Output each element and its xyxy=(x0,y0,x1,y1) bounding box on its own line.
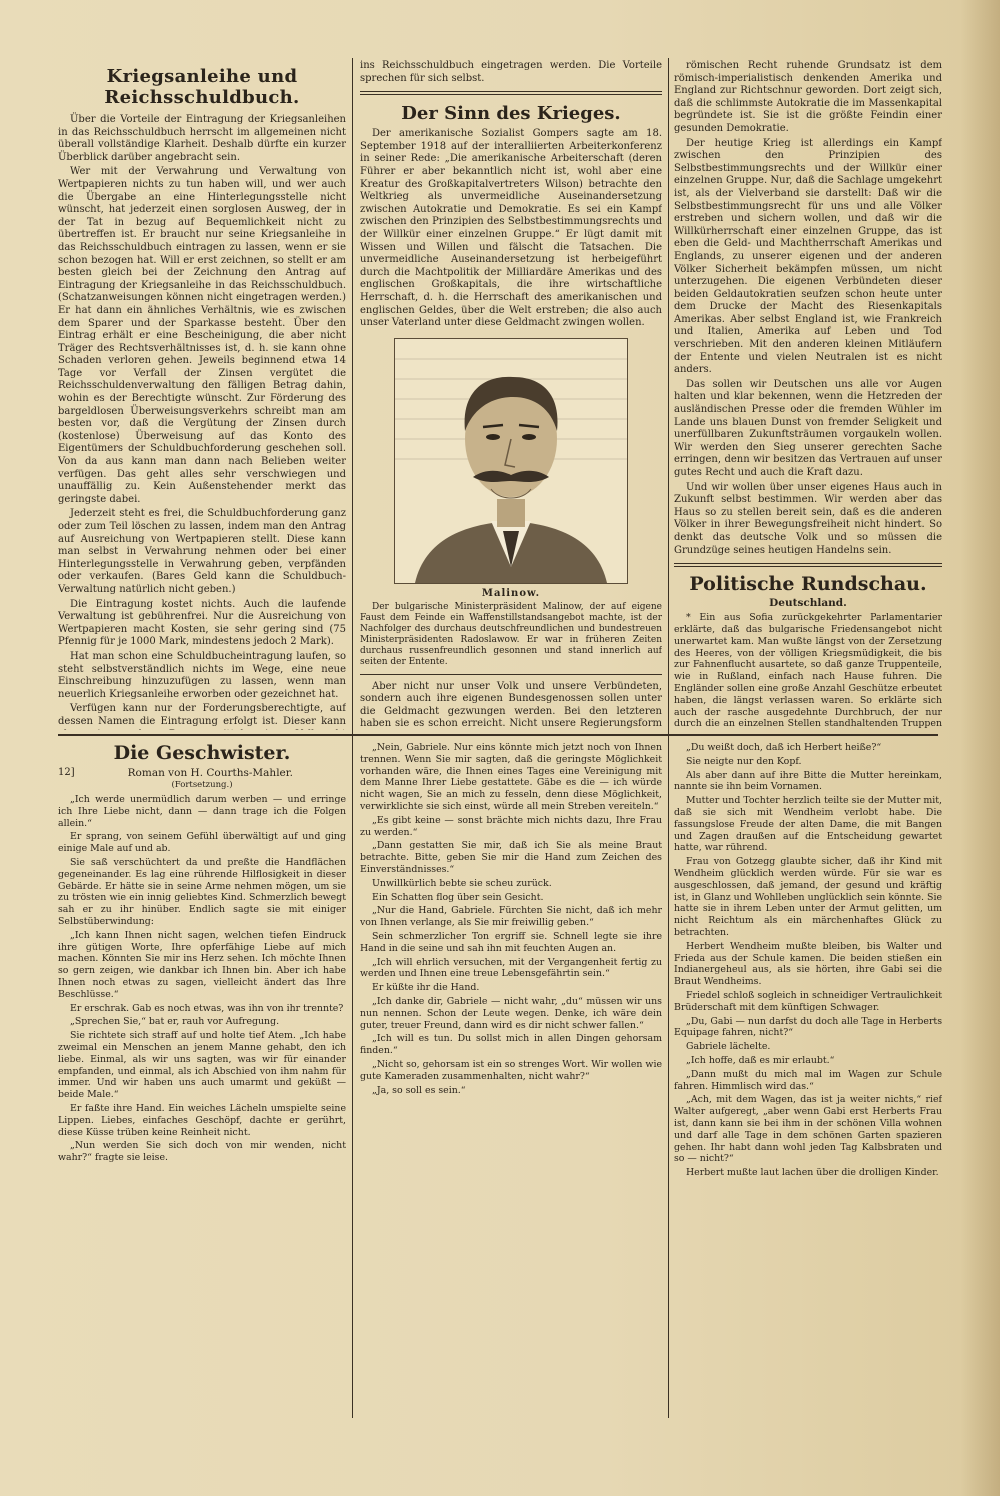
paragraph: „Ich kann Ihnen nicht sagen, welchen tiefen Eindruck ihre gütigen Worte, Ihre opferfähige Liebe auf mich machen. Könnten Sie mir ins Herz sehen. Ich möchte Ihnen so gern zeigen, wie dankbar ich Ihnen bin. Aber ich habe Ihnen noch etwas zu sagen, vielleicht ändert das Ihre Beschlüsse.“ xyxy=(58,929,346,1000)
paragraph: Er sprang, von seinem Gefühl überwältigt auf und ging einige Male auf und ab. xyxy=(58,831,346,855)
section-title-politische-rundschau: Politische Rundschau. xyxy=(689,573,927,596)
paragraph: Unwillkürlich bebte sie scheu zurück. xyxy=(372,877,552,889)
paragraph: Das sollen wir Deutschen uns alle vor Augen halten und klar bekennen, wenn die Hetzreden der ausländischen Presse oder die fremden Wühler im Lande uns blauen Dunst von fremder Seligkeit und unerfüllbaren Zukunftsträumen vorgaukeln wollen. Wir werden den Sieg unserer gerechten Sache erringen, denn wir besitzen das Vertrauen auf unser gutes Recht und auch die Kraft dazu. xyxy=(674,378,942,478)
paragraph: „Sprechen Sie,“ bat er, rauh vor Aufregung. xyxy=(70,1016,280,1028)
feuilleton-text-3 xyxy=(674,742,942,1179)
paragraph: „Ich hoffe, daß es mir erlaubt.“ xyxy=(686,1054,835,1066)
paragraph: Friedel schloß sogleich in schneidiger Vertraulichkeit Brüderschaft mit dem künftigen Schwager. xyxy=(674,989,942,1013)
author-line: Roman von H. Courths-Mahler. xyxy=(127,767,293,779)
paragraph: Er erschrak. Gab es noch etwas, was ihn von ihr trennte? xyxy=(70,1002,344,1014)
paragraph: „Dann gestatten Sie mir, daß ich Sie als meine Braut betrachte. Bitte, geben Sie mir die Hand zum Zeichen des Einverständnisses.“ xyxy=(360,840,662,875)
paragraph: „Nur die Hand, Gabriele. Fürchten Sie nicht, daß ich mehr von Ihnen verlange, als Sie mir freiwillig geben.“ xyxy=(360,905,662,929)
paragraph: Der heutige Krieg ist allerdings ein Kampf zwischen den Prinzipien des Selbstbestimmungsrechts und der Willkür einer einzelnen Gruppe. Nur, daß die Sachlage umgekehrt ist, als der Vielverband sie darstellt: Daß wir die Selbstbestimmungsrecht für uns und alle Völker erstreben und sichern wollen, und daß wir die Willkürherrschaft einer einzelnen Gruppe, das ist eben die Geld- und Machtherrschaft Amerikas und Englands, zu unserer eigenen und der anderen Völker Sicherheit bekämpfen müssen, um nicht unterzugehen. Die eigenen Verbündeten dieser beiden Geldautokratien seufzen schon heute unter dem Drucke der Macht des Riesenkapitals Amerikas. Aber selbst England ist, wie Frankreich und Italien, Amerika auf Leben und Tod verschrieben. Mit den anderen kleinen Mitläufern der Entente und vielen Neutralen ist es nicht anders. xyxy=(674,137,942,376)
feuilleton-text-2 xyxy=(360,742,662,1096)
feuilleton-col-3 xyxy=(674,742,942,1422)
portrait-name: Malinow. xyxy=(481,587,541,599)
paragraph: Er faßte ihre Hand. Ein weiches Lächeln umspielte seine Lippen. Liebes, einfaches Geschöpf, dachte er gerührt, diese Küsse trüben keine Reinheit nicht. xyxy=(58,1102,346,1138)
paragraph: Gabriele lächelte. xyxy=(686,1041,771,1053)
article-body-kriegsanleihe xyxy=(58,114,346,730)
paragraph: Er küßte ihr die Hand. xyxy=(372,982,480,994)
paragraph: „Ich danke dir, Gabriele — nicht wahr, „du“ müssen wir uns nun nennen. Schon der Leute wegen. Denke, ich wäre dein guter, treuer Freund, dann wird es dir nicht schwer fallen.“ xyxy=(360,995,662,1031)
paragraph: Die Eintragung kostet nichts. Auch die laufende Verwaltung ist gebührenfrei. Nur die Ausreichung von Wertpapieren macht Kosten, sie sehr gering sind (75 Pfennig für je 1000 Mark, mindestens jedoch 2 Mark). xyxy=(58,598,346,648)
paragraph: Als aber dann auf ihre Bitte die Mutter hereinkam, nannte sie ihn beim Vornamen. xyxy=(674,769,942,793)
article-body-sinn-part1 xyxy=(360,128,662,330)
article-body-sinn-part3 xyxy=(674,60,942,557)
paragraph: „Ja, so soll es sein.“ xyxy=(372,1084,466,1096)
paragraph: „Ich will ehrlich versuchen, mit der Vergangenheit fertig zu werden und Ihnen eine treue Lebensgefährtin sein.“ xyxy=(360,956,662,980)
paragraph: * Ein aus Sofia zurückgekehrter Parlamentarier erklärte, daß das bulgarische Friedensangebot nicht unerwartet kam. Man wußte längst von der Zersetzung des Heeres, von der völligen Kriegsmüdigkeit, die bis zur Fahnenflucht ausartete, so daß ganze Truppenteile, wie in Rußland, einfach nach Hause fuhren. Die Engländer sollen eine große Anzahl Geschütze erbeutet haben, die längst verlassen waren. So erklärte sich auch der rasche ausgedehnte Durchbruch, der nur durch die an einzelnen Stellen standhaltenden Truppen xyxy=(674,612,942,730)
paragraph: Sie saß verschüchtert da und preßte die Handflächen gegeneinander. Es lag eine rührende Hilflosigkeit in dieser Gebärde. Er hätte sie in seine Arme nehmen mögen, um sie zu trösten wie ein innig geliebtes Kind. Schmerzlich bewegt sah er zu ihr hinüber. Endlich sagte sie mit einiger Selbstüberwindung: xyxy=(58,856,346,927)
paragraph: Herbert mußte laut lachen über die drolligen Kinder. xyxy=(686,1167,939,1179)
column-rule-1 xyxy=(352,58,353,1418)
paragraph: Hat man schon eine Schuldbucheintragung laufen, so steht selbstverständlich nichts im Wege, eine neue Einschreibung hinzuzufügen zu lassen, wenn man neuerlich Kriegsanleihe erworben oder gezeichnet hat. xyxy=(58,650,346,700)
column-rule-2 xyxy=(668,58,669,1418)
middle-column xyxy=(360,60,662,730)
paragraph: Sie neigte nur den Kopf. xyxy=(686,755,802,767)
rundschau-body xyxy=(674,612,942,730)
paragraph: „Es gibt keine — sonst brächte mich nichts dazu, Ihre Frau zu werden.“ xyxy=(360,814,662,838)
paragraph: „Du, Gabi — nun darfst du doch alle Tage in Herberts Equipage fahren, nicht?“ xyxy=(674,1015,942,1039)
left-column xyxy=(58,60,346,730)
section-divider-rundschau xyxy=(674,563,942,567)
caption-divider xyxy=(360,674,662,675)
continuation-note: (Fortsetzung.) xyxy=(171,780,233,790)
paragraph: Frau von Gotzegg glaubte sicher, daß ihr Kind mit Wendheim glücklich werden würde. Für sie war es ausgeschlossen, daß jemand, der gesund und kräftig ist, in Glanz und Wohlleben unglücklich sein könnte. Sie hatte sie in ihrem Leben unter der Armut gelitten, um nicht Reichtum als ein märchenhaftes Glück zu betrachten. xyxy=(674,856,942,938)
paragraph: Mutter und Tochter herzlich teilte sie der Mutter mit, daß sie sich mit Wendheim verlobt habe. Die fassungslose Freude der alten Dame, die mit Bangen und Zagen draußen auf die Entscheidung gewartet hatte, war rührend. xyxy=(674,795,942,854)
subsection-deutschland: Deutschland. xyxy=(769,597,847,610)
article-title-sinn-des-krieges: Der Sinn des Krieges. xyxy=(401,103,621,125)
paragraph: Der amerikanische Sozialist Gompers sagte am 18. September 1918 auf der interalliierten Arbeiterkonferenz in seiner Rede: „Die amerikanische Arbeiterschaft (deren Führer er aber bekanntlich nicht ist, wohl aber eine Kreatur des Großkapitalvertreters Wilson) betrachte den Weltkrieg als unvermeidliche Auseinandersetzung zwischen Autokratie und Demokratie. Es sei ein Kampf zwischen den Prinzipien des Selbstbestimmungsrechts und der Willkür einer einzelnen Gruppe.“ Er lügt damit mit Wissen und Willen und fälscht die Tatsachen. Die unvermeidliche Auseinandersetzung ist herbeigeführt durch die Machtpolitik der Milliardäre Amerikas und des englischen Großkapitals, die ihre wirtschaftliche Herrschaft, d. h. die Herrschaft des amerikanischen und englischen Geldes, über die Welt erstreben; die also auch unser Vaterland unter diese Geldmacht zwingen wollen. xyxy=(360,128,662,329)
feuilleton-divider xyxy=(58,734,938,736)
paragraph: Wer mit der Verwahrung und Verwaltung von Wertpapieren nichts zu tun haben will, und wer auch die Übergabe an eine Hinterlegungsstelle nicht wünscht, hat jederzeit einen sorglosen Ausweg, der in der Tat in bezug auf Bequemlichkeit nicht zu übertreffen ist. Er braucht nur seine Kriegsanleihe in das Reichsschuldbuch eintragen zu lassen, wenn er sie schon bezogen hat. Will er erst zeichnen, so stellt er am besten gleich bei der Zeichnung den Antrag auf Eintragung der Kriegsanleihe in das Reichsschuldbuch. (Schatzanweisungen können nicht eingetragen werden.) Er hat dann ein ähnliches Verhältnis, wie es zwischen dem Sparer und der Sparkasse besteht. Über den Eintrag erhält er eine Bescheinigung, die aber nicht Träger des Rechtsverhältnisses ist, d. h. sie kann ohne Schaden verloren gehen. Jeweils beginnend etwa 14 Tage vor Verfall der Zinsen vergütet die Reichsschuldenverwaltung den fälligen Betrag dahin, wohin es der Berechtigte wünscht. Zur Förderung des bargeldlosen Überweisungsverkehrs schreibt man am besten vor, daß die Vergütung der Zinsen durch (kostenlose) Überweisung auf das Konto des Eigentümers der Schuldbuchforderung geschehen soll. Von da aus kann man dann nach Belieben weiter verfügen. Das geht alles sehr verschwiegen und unauffällig zu. Kein Außenstehender merkt das geringste dabei. xyxy=(58,166,346,505)
article-body-sinn-part2 xyxy=(360,681,662,730)
installment-number: 12] xyxy=(58,767,75,778)
portrait-malinow-image xyxy=(394,338,628,584)
continuation-text: ins Reichsschuldbuch eingetragen werden. Die Vorteile sprechen für sich selbst. xyxy=(360,60,662,84)
paragraph: Verfügen kann nur der Forderungsberechtigte, auf dessen Namen die Eintragung erfolgt ist. Dieser kann xyxy=(58,703,346,727)
paragraph: Sie richtete sich straff auf und holte tief Atem. „Ich habe zweimal ein Menschen an jenem Manne gehabt, den ich liebe. Einmal, als wir uns sagten, was wir für einander empfanden, und einmal, als ich Abschied von ihm nahm für immer. Und wir haben uns auch umarmt und geküßt — beide Male.“ xyxy=(58,1030,346,1101)
paragraph: Ein Schatten flog über sein Gesicht. xyxy=(372,891,544,903)
paragraph: „Ach, mit dem Wagen, das ist ja weiter nichts,“ rief Walter aufgeregt, „aber wenn Gabi erst Herberts Frau ist, dann kann sie bei ihm in der schönen Villa wohnen und darf alle Tage in dem schönen Garten spazieren gehen. Ihr habt dann wohl jeden Tag Kalbsbraten und so — nicht?“ xyxy=(674,1094,942,1165)
paragraph: römischen Recht ruhende Grundsatz ist dem römisch-imperialistisch denkenden Amerika und England zur Richtschnur geworden. Dort zeigt sich, daß die schlimmste Autokratie die im Massenkapital begründete ist. Sie ist die größte Feindin einer gesunden Demokratie. xyxy=(674,60,942,134)
portrait-caption: Der bulgarische Ministerpräsident Malinow, der auf eigene Faust dem Feinde ein Waffenstillstandsangebot machte, ist der Nachfolger des durchaus deutschfreundlichen und bundestreuen Ministerpräsidenten Radoslawow. Er war in früheren Zeiten durchaus russenfreundlich gesonnen und stand innerlich auf seiten der Entente. xyxy=(360,601,662,667)
article-title-kriegsanleihe: Kriegsanleihe und Reichsschuldbuch. xyxy=(104,66,300,108)
paragraph: „Nun werden Sie sich doch von mir wenden, nicht wahr?“ fragte sie leise. xyxy=(58,1140,346,1164)
feuilleton-byline xyxy=(58,767,346,779)
paragraph: Aber nicht nur unser Volk und unsere Verbündeten, sondern auch ihre eigenen Bundesgenossen sollen unter die Geldmacht gezwungen werden. Bei den letzteren haben sie es schon erreicht. Nicht unsere Regierungsform xyxy=(360,680,662,730)
feuilleton-text-1 xyxy=(58,794,346,1164)
paragraph: „Nicht so, gehorsam ist ein so strenges Wort. Wir wollen wie gute Kameraden zusammenhalten, nicht wahr?“ xyxy=(360,1058,662,1082)
paragraph: Und wir wollen über unser eigenes Haus auch in Zukunft selbst bestimmen. Wir werden aber das Haus so zu stellen bereit sein, daß es die anderen Völker in ihrer Bewegungsfreiheit nicht hindert. So denkt das deutsche Volk und so müssen die Grundzüge seines heutigen Handelns sein. xyxy=(674,481,942,556)
page-edge-shadow xyxy=(960,0,1000,1496)
paragraph: „Dann mußt du mich mal im Wagen zur Schule fahren. Himmlisch wird das.“ xyxy=(674,1068,942,1092)
section-divider xyxy=(360,91,662,95)
paragraph: „Ich werde unermüdlich darum werben — und erringe ich Ihre Liebe nicht, dann — dann trage ich die Folgen allein.“ xyxy=(58,794,346,829)
feuilleton-title: Die Geschwister. xyxy=(113,742,291,764)
right-column xyxy=(674,60,942,730)
paragraph: „Nein, Gabriele. Nur eins könnte mich jetzt noch von Ihnen trennen. Wenn Sie mir sagten, daß die geringste Möglichkeit vorhanden wäre, die Ihnen eines Tages eine Vereinigung mit dem Manne Ihrer Liebe gestattete. Gäbe es die — ich würde nicht wagen, Sie an mich zu fesseln, denn diese Möglichkeit, verwirklichte sie sich einst, würde all mein Streben vereiteln.“ xyxy=(360,742,662,812)
paragraph: Herbert Wendheim mußte bleiben, bis Walter und Frieda aus der Schule kamen. Die beiden stießen ein Indianergeheul aus, als sie hörten, ihre Gabi sei die Braut Wendheims. xyxy=(674,940,942,988)
paragraph: Sein schmerzlicher Ton ergriff sie. Schnell legte sie ihre Hand in die seine und sah ihn mit feuchten Augen an. xyxy=(360,930,662,954)
feuilleton-col-1 xyxy=(58,742,346,1422)
paragraph: „Ich will es tun. Du sollst mich in allen Dingen gehorsam finden.“ xyxy=(360,1033,662,1057)
feuilleton-col-2 xyxy=(360,742,662,1422)
paragraph: „Du weißt doch, daß ich Herbert heiße?“ xyxy=(686,742,882,753)
paragraph: Über die Vorteile der Eintragung der Kriegsanleihen in das Reichsschuldbuch herrscht im allgemeinen nicht überall vollständige Klarheit. Deshalb dürfte ein kurzer Überblick darüber angebracht sein. xyxy=(58,114,346,163)
paragraph: Jederzeit steht es frei, die Schuldbuchforderung ganz oder zum Teil löschen zu lassen, indem man den Antrag auf Ausreichung von Wertpapieren stellt. Diese kann man selbst in Verwahrung nehmen oder bei einer Hinterlegungsstelle in Verwahrung geben, verpfänden oder verkaufen. (Bares Geld kann die Schuldbuch-Verwaltung natürlich nicht geben.) xyxy=(58,508,346,595)
